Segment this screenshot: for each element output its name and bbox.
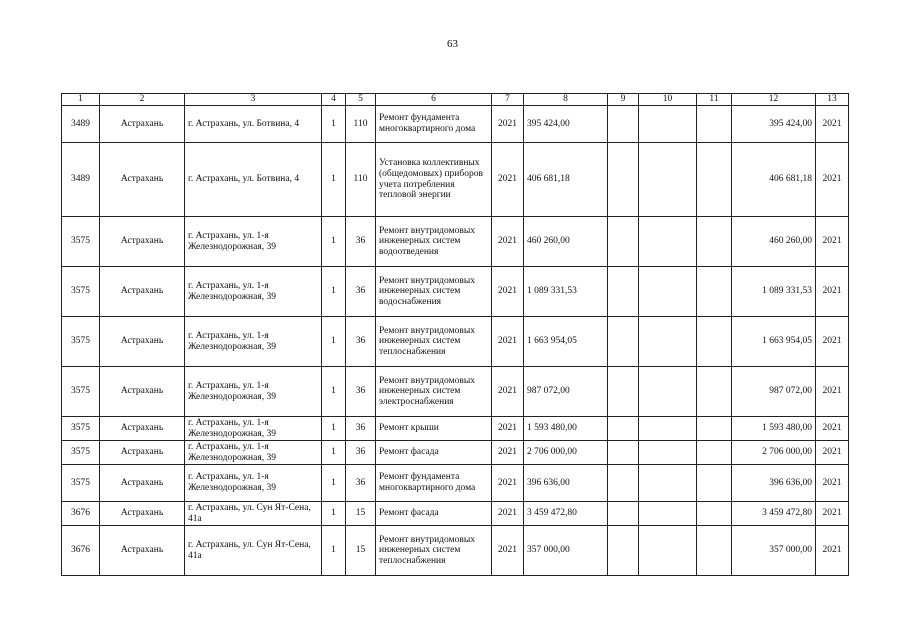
table-row (62, 217, 849, 267)
col11-cell (697, 106, 732, 143)
total-cost-cell: 406 681,18 (732, 143, 816, 217)
col11-cell (697, 317, 732, 367)
year-cell: 2021 (492, 267, 524, 317)
completion-year-cell: 2021 (816, 465, 849, 502)
table-row (62, 317, 849, 367)
col4-cell: 1 (322, 441, 346, 465)
municipality-cell: Астрахань (100, 441, 185, 465)
year-cell: 2021 (492, 441, 524, 465)
col11-cell (697, 417, 732, 441)
cost-cell: 1 089 331,53 (524, 267, 608, 317)
col10-cell (639, 526, 697, 576)
cost-cell: 395 424,00 (524, 106, 608, 143)
col5-cell: 36 (346, 267, 376, 317)
municipality-cell: Астрахань (100, 465, 185, 502)
work-type-cell: Установка коллективных (общедомовых) приборов учета потребления тепловой энергии (376, 143, 492, 217)
col9-cell (608, 526, 639, 576)
table-header (62, 94, 849, 106)
completion-year-cell: 2021 (816, 267, 849, 317)
table-row (62, 267, 849, 317)
col10-cell (639, 502, 697, 526)
col11-cell (697, 217, 732, 267)
column-header-13: 13 (816, 94, 849, 106)
total-cost-cell: 1 593 480,00 (732, 417, 816, 441)
municipality-cell: Астрахань (100, 143, 185, 217)
col10-cell (639, 441, 697, 465)
col5-cell: 36 (346, 367, 376, 417)
completion-year-cell: 2021 (816, 217, 849, 267)
address-cell: г. Астрахань, ул. Сун Ят-Сена, 41а (185, 526, 322, 576)
column-header-2: 2 (100, 94, 185, 106)
col4-cell: 1 (322, 106, 346, 143)
address-cell: г. Астрахань, ул. Ботвина, 4 (185, 143, 322, 217)
col4-cell: 1 (322, 217, 346, 267)
total-cost-cell: 357 000,00 (732, 526, 816, 576)
col5-cell: 36 (346, 217, 376, 267)
work-type-cell: Ремонт внутридомовых инженерных систем теплоснабжения (376, 317, 492, 367)
house-id-cell: 3575 (62, 441, 100, 465)
address-cell: г. Астрахань, ул. Ботвина, 4 (185, 106, 322, 143)
col9-cell (608, 441, 639, 465)
work-type-cell: Ремонт фундамента многоквартирного дома (376, 106, 492, 143)
table-row (62, 502, 849, 526)
year-cell: 2021 (492, 417, 524, 441)
completion-year-cell: 2021 (816, 417, 849, 441)
col10-cell (639, 367, 697, 417)
total-cost-cell: 2 706 000,00 (732, 441, 816, 465)
table-row (62, 465, 849, 502)
cost-cell: 2 706 000,00 (524, 441, 608, 465)
col5-cell: 110 (346, 143, 376, 217)
col11-cell (697, 465, 732, 502)
col9-cell (608, 502, 639, 526)
cost-cell: 987 072,00 (524, 367, 608, 417)
address-cell: г. Астрахань, ул. 1-я Железнодорожная, 39 (185, 217, 322, 267)
total-cost-cell: 1 089 331,53 (732, 267, 816, 317)
year-cell: 2021 (492, 465, 524, 502)
year-cell: 2021 (492, 502, 524, 526)
house-id-cell: 3489 (62, 143, 100, 217)
total-cost-cell: 987 072,00 (732, 367, 816, 417)
col10-cell (639, 143, 697, 217)
col5-cell: 15 (346, 502, 376, 526)
house-id-cell: 3575 (62, 317, 100, 367)
column-header-11: 11 (697, 94, 732, 106)
column-header-3: 3 (185, 94, 322, 106)
col9-cell (608, 417, 639, 441)
year-cell: 2021 (492, 367, 524, 417)
work-type-cell: Ремонт фасада (376, 502, 492, 526)
total-cost-cell: 1 663 954,05 (732, 317, 816, 367)
col4-cell: 1 (322, 417, 346, 441)
repair-register-table (61, 93, 849, 576)
col4-cell: 1 (322, 317, 346, 367)
year-cell: 2021 (492, 317, 524, 367)
col11-cell (697, 143, 732, 217)
column-header-5: 5 (346, 94, 376, 106)
completion-year-cell: 2021 (816, 106, 849, 143)
col4-cell: 1 (322, 465, 346, 502)
column-header-6: 6 (376, 94, 492, 106)
municipality-cell: Астрахань (100, 106, 185, 143)
address-cell: г. Астрахань, ул. Сун Ят-Сена, 41а (185, 502, 322, 526)
year-cell: 2021 (492, 526, 524, 576)
table-row (62, 417, 849, 441)
cost-cell: 396 636,00 (524, 465, 608, 502)
col4-cell: 1 (322, 143, 346, 217)
column-header-1: 1 (62, 94, 100, 106)
col4-cell: 1 (322, 267, 346, 317)
col4-cell: 1 (322, 502, 346, 526)
column-header-9: 9 (608, 94, 639, 106)
completion-year-cell: 2021 (816, 526, 849, 576)
address-cell: г. Астрахань, ул. 1-я Железнодорожная, 39 (185, 367, 322, 417)
col9-cell (608, 143, 639, 217)
total-cost-cell: 396 636,00 (732, 465, 816, 502)
col11-cell (697, 502, 732, 526)
col10-cell (639, 217, 697, 267)
col9-cell (608, 317, 639, 367)
address-cell: г. Астрахань, ул. 1-я Железнодорожная, 39 (185, 465, 322, 502)
total-cost-cell: 395 424,00 (732, 106, 816, 143)
col5-cell: 36 (346, 441, 376, 465)
work-type-cell: Ремонт фундамента многоквартирного дома (376, 465, 492, 502)
work-type-cell: Ремонт внутридомовых инженерных систем водоотведения (376, 217, 492, 267)
column-header-4: 4 (322, 94, 346, 106)
cost-cell: 3 459 472,80 (524, 502, 608, 526)
municipality-cell: Астрахань (100, 367, 185, 417)
house-id-cell: 3575 (62, 417, 100, 441)
col11-cell (697, 526, 732, 576)
completion-year-cell: 2021 (816, 317, 849, 367)
cost-cell: 406 681,18 (524, 143, 608, 217)
house-id-cell: 3575 (62, 267, 100, 317)
table-row (62, 367, 849, 417)
table-row (62, 143, 849, 217)
col9-cell (608, 267, 639, 317)
col5-cell: 15 (346, 526, 376, 576)
col10-cell (639, 267, 697, 317)
work-type-cell: Ремонт фасада (376, 441, 492, 465)
col10-cell (639, 317, 697, 367)
work-type-cell: Ремонт внутридомовых инженерных систем теплоснабжения (376, 526, 492, 576)
address-cell: г. Астрахань, ул. 1-я Железнодорожная, 39 (185, 317, 322, 367)
col10-cell (639, 106, 697, 143)
col5-cell: 110 (346, 106, 376, 143)
col5-cell: 36 (346, 417, 376, 441)
column-header-7: 7 (492, 94, 524, 106)
address-cell: г. Астрахань, ул. 1-я Железнодорожная, 39 (185, 417, 322, 441)
completion-year-cell: 2021 (816, 502, 849, 526)
cost-cell: 357 000,00 (524, 526, 608, 576)
house-id-cell: 3676 (62, 526, 100, 576)
address-cell: г. Астрахань, ул. 1-я Железнодорожная, 39 (185, 441, 322, 465)
work-type-cell: Ремонт внутридомовых инженерных систем водоснабжения (376, 267, 492, 317)
house-id-cell: 3575 (62, 217, 100, 267)
column-header-12: 12 (732, 94, 816, 106)
col10-cell (639, 417, 697, 441)
municipality-cell: Астрахань (100, 217, 185, 267)
col9-cell (608, 465, 639, 502)
col9-cell (608, 217, 639, 267)
column-header-10: 10 (639, 94, 697, 106)
municipality-cell: Астрахань (100, 502, 185, 526)
municipality-cell: Астрахань (100, 417, 185, 441)
municipality-cell: Астрахань (100, 526, 185, 576)
completion-year-cell: 2021 (816, 143, 849, 217)
cost-cell: 1 593 480,00 (524, 417, 608, 441)
completion-year-cell: 2021 (816, 367, 849, 417)
cost-cell: 460 260,00 (524, 217, 608, 267)
house-id-cell: 3676 (62, 502, 100, 526)
col11-cell (697, 367, 732, 417)
page-number: 63 (447, 38, 458, 50)
work-type-cell: Ремонт внутридомовых инженерных систем электроснабжения (376, 367, 492, 417)
col11-cell (697, 441, 732, 465)
table-row (62, 526, 849, 576)
house-id-cell: 3575 (62, 465, 100, 502)
col4-cell: 1 (322, 526, 346, 576)
municipality-cell: Астрахань (100, 317, 185, 367)
municipality-cell: Астрахань (100, 267, 185, 317)
col9-cell (608, 367, 639, 417)
table-row (62, 441, 849, 465)
col5-cell: 36 (346, 317, 376, 367)
col10-cell (639, 465, 697, 502)
house-id-cell: 3489 (62, 106, 100, 143)
year-cell: 2021 (492, 143, 524, 217)
year-cell: 2021 (492, 106, 524, 143)
total-cost-cell: 3 459 472,80 (732, 502, 816, 526)
cost-cell: 1 663 954,05 (524, 317, 608, 367)
column-header-8: 8 (524, 94, 608, 106)
house-id-cell: 3575 (62, 367, 100, 417)
col5-cell: 36 (346, 465, 376, 502)
col11-cell (697, 267, 732, 317)
year-cell: 2021 (492, 217, 524, 267)
work-type-cell: Ремонт крыши (376, 417, 492, 441)
address-cell: г. Астрахань, ул. 1-я Железнодорожная, 39 (185, 267, 322, 317)
col9-cell (608, 106, 639, 143)
table-body (62, 106, 849, 576)
completion-year-cell: 2021 (816, 441, 849, 465)
column-number-row (62, 94, 849, 106)
table-row (62, 106, 849, 143)
total-cost-cell: 460 260,00 (732, 217, 816, 267)
col4-cell: 1 (322, 367, 346, 417)
